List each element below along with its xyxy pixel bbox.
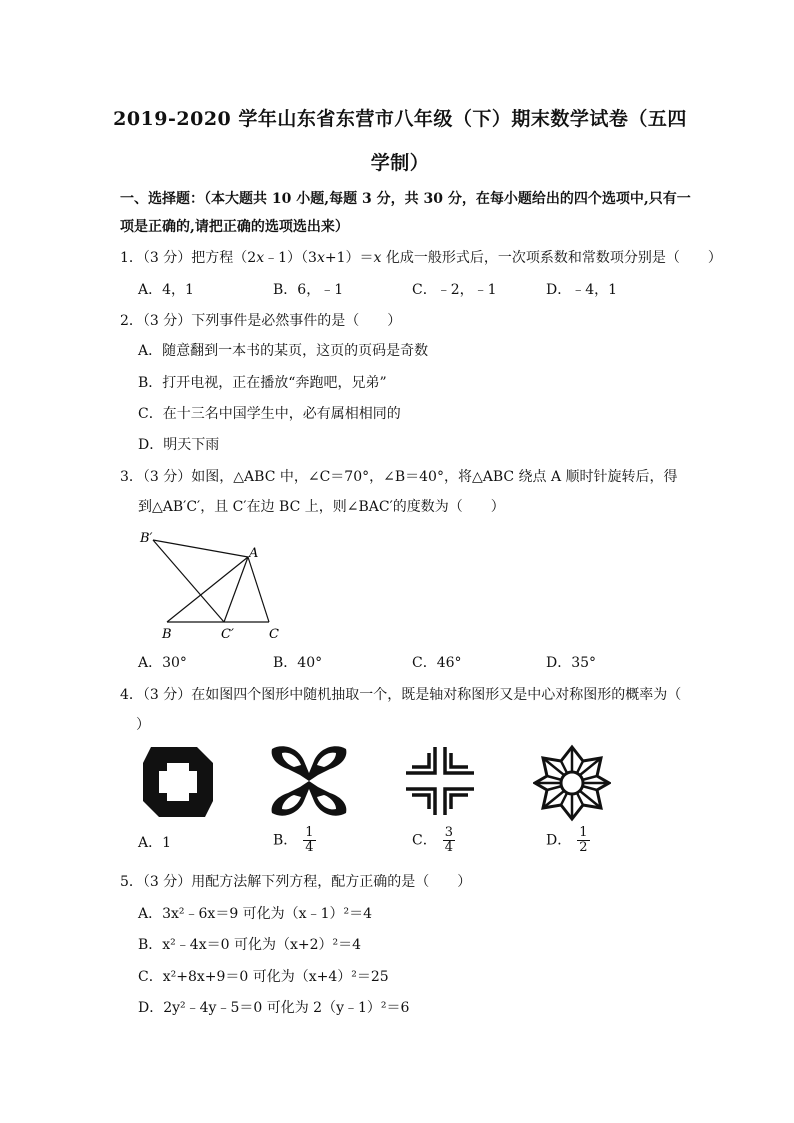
question-text: 如图，△ABC 中，∠C＝70°，∠B＝40°，将△ABC 绕点 A 顺时针旋转后，得 — [191, 469, 678, 485]
question-text: ﹣1）（3 — [264, 250, 317, 266]
question-number: 1． — [120, 250, 143, 266]
label-a: A — [249, 546, 259, 561]
octagram-flower-icon — [533, 744, 611, 822]
question-2 — [120, 312, 401, 330]
question-text: 下列事件是必然事件的是（ ） — [191, 313, 402, 329]
question-text: 化成一般形式后，一次项系数和常数项分别是（ ） — [381, 250, 722, 266]
question-text: 在如图四个图形中随机抽取一个，既是轴对称图形又是中心对称图形的概率为（ — [191, 687, 682, 703]
q1-option-d[interactable]: D．﹣4，1 — [546, 282, 618, 298]
q3-option-c[interactable]: C．46° — [412, 655, 462, 671]
q4-option-b[interactable] — [273, 826, 316, 855]
question-score: （3 分） — [142, 874, 192, 890]
question-score: （3 分） — [142, 313, 192, 329]
option-prefix: B． — [273, 832, 298, 849]
math-var: x — [373, 250, 382, 266]
segment-bprime-cprime — [153, 540, 224, 622]
label-c: C — [269, 627, 279, 642]
question-score: （3 分） — [142, 250, 192, 266]
q4-option-a[interactable]: A．1 — [138, 835, 172, 851]
q4-option-c[interactable] — [412, 826, 455, 855]
fraction-numerator: 3 — [444, 825, 453, 840]
segment-bprime-a — [153, 540, 248, 557]
question-1 — [120, 249, 722, 267]
math-var: x — [316, 250, 325, 266]
label-c-prime: C′ — [221, 627, 234, 642]
fraction-numerator: 1 — [305, 825, 314, 840]
question-score: （3 分） — [142, 469, 192, 485]
question-4-line2: ） — [136, 717, 150, 733]
fraction — [443, 826, 455, 855]
segment-a-c — [248, 557, 269, 622]
cross-lines-icon — [404, 745, 476, 817]
q2-option-b[interactable]: B．打开电视，正在播放“奔跑吧，兄弟” — [138, 375, 387, 391]
triangle-rotation-figure — [132, 526, 292, 644]
q2-option-a[interactable]: A．随意翻到一本书的某页，这页的页码是奇数 — [138, 343, 429, 359]
q1-option-a[interactable]: A．4，1 — [138, 282, 194, 298]
question-text: 用配方法解下列方程，配方正确的是（ ） — [191, 874, 472, 890]
question-number: 3． — [120, 469, 143, 485]
math-var: x — [256, 250, 265, 266]
fraction-denominator: 4 — [444, 840, 453, 855]
fraction-denominator: 2 — [579, 840, 588, 855]
question-text: 把方程（2 — [191, 250, 257, 266]
fraction — [577, 826, 589, 855]
label-b: B — [162, 627, 172, 642]
section-heading-line2: 项是正确的,请把正确的选项选出来） — [120, 219, 349, 235]
q3-option-b[interactable]: B．40° — [273, 655, 323, 671]
q5-option-b[interactable]: B．x²﹣4x＝0 可化为（x+2）²＝4 — [138, 937, 362, 953]
section-heading-line1: 一、选择题：（本大题共 10 小题,每题 3 分，共 30 分，在每小题给出的四个选项中,只有一 — [120, 191, 691, 207]
fraction-denominator: 4 — [305, 840, 314, 855]
q5-option-c[interactable]: C．x²+8x+9＝0 可化为（x+4）²＝25 — [138, 969, 389, 985]
q5-option-d[interactable]: D．2y²﹣4y﹣5＝0 可化为 2（y﹣1）²＝6 — [138, 1000, 410, 1016]
question-number: 4． — [120, 687, 143, 703]
q2-option-d[interactable]: D．明天下雨 — [138, 437, 220, 453]
question-number: 2． — [120, 313, 143, 329]
q4-option-d[interactable] — [546, 826, 590, 855]
q2-option-c[interactable]: C．在十三名中国学生中，必有属相相同的 — [138, 406, 401, 422]
question-number: 5． — [120, 874, 143, 890]
option-prefix: D． — [546, 832, 572, 849]
option-prefix: C． — [412, 832, 437, 849]
question-4 — [120, 686, 681, 704]
fraction-numerator: 1 — [579, 825, 588, 840]
question-text: +1）＝ — [324, 250, 374, 266]
question-3 — [120, 468, 678, 486]
butterfly-x-icon — [268, 743, 350, 819]
question-3-line2: 到△AB′C′，且 C′在边 BC 上，则∠BAC′的度数为（ ） — [138, 499, 505, 515]
pinwheel-square-icon — [141, 745, 215, 819]
question-score: （3 分） — [142, 687, 192, 703]
q3-option-d[interactable]: D．35° — [546, 655, 597, 671]
q5-option-a[interactable]: A．3x²﹣6x＝9 可化为（x﹣1）²＝4 — [138, 906, 373, 922]
exam-title-line1: 2019-2020 学年山东省东营市八年级（下）期末数学试卷（五四 — [113, 108, 687, 130]
label-b-prime: B′ — [140, 531, 153, 546]
q1-option-b[interactable]: B．6，﹣1 — [273, 282, 344, 298]
q3-option-a[interactable]: A．30° — [138, 655, 187, 671]
q1-option-c[interactable]: C．﹣2，﹣1 — [412, 282, 497, 298]
fraction — [303, 826, 315, 855]
exam-title-line2: 学制） — [370, 152, 430, 174]
question-5 — [120, 873, 471, 891]
